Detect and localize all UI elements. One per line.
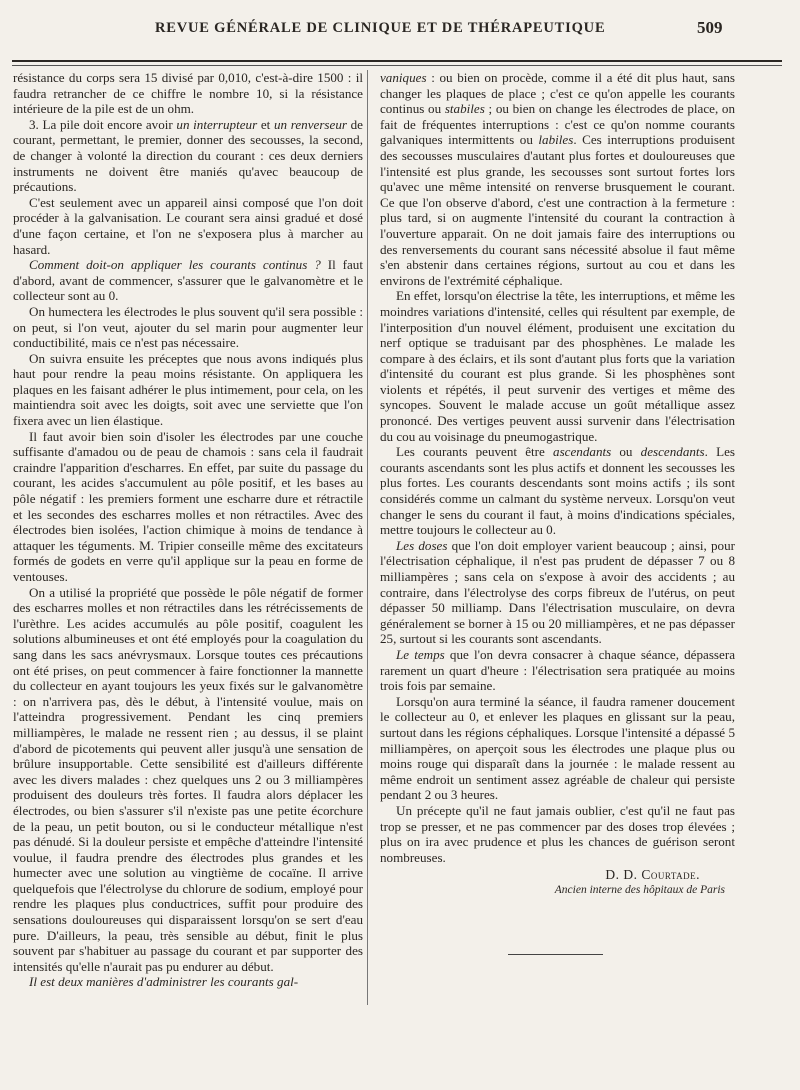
paragraph: Lorsqu'on aura terminé la séance, il faudra ramener doucement le collecteur au 0, et enlever les plaques en glissant sur la peau, surtout dans les régions céphaliques. Lorsque l'intensité a dépassé 5 milliampères, on aperçoit sous les électrodes une plaque plus ou moins rouge qui disparaît dans la journée : le malade ressent au même endroit un sentiment assez agréable de chaleur qui persiste pendant 2 ou 3 heures. — [380, 693, 735, 803]
paragraph: 3. La pile doit encore avoir un interrupteur et un renverseur de courant, permettant, le premier, donner des secousses, la second, de changer à volonté la direction du courant : ces deux derniers instruments ne doivent être maniés qu'avec beaucoup de précautions. — [13, 116, 363, 195]
paragraph: vaniques : ou bien on procède, comme il a été dit plus haut, sans changer les plaques de place ; c'est ce qu'on appelle les courants continus ou stabiles ; ou bien on change les électrodes de place, on fait de fréquentes interruptions : c'est ce qu'on nomme courants galvaniques intermittents ou labiles. Ces interruptions produisent des secousses musculaires d'autant plus fortes et douloureuses que l'intensité est plus grande, les secousses sont surtout fortes lors qu'avec une même intensité on renverse brusquement le courant. Ce que l'on observe d'abord, c'est une contraction à la fermeture : plus tard, si on augmente l'intensité du courant la contraction à l'ouverture apparait. On ne doit jamais faire des interruptions ou des renversements du courant sans nécessité absolue il faut même s'en abstenir dans certaines régions, surtout au cou et dans les environs de l'extrémité céphalique. — [380, 70, 735, 288]
paragraph: Comment doit-on appliquer les courants continus ? Il faut d'abord, avant de commencer, s'assurer que le galvanomètre et le collecteur sont au 0. — [13, 257, 363, 304]
left-column — [13, 70, 363, 990]
author-role: Ancien interne des hôpitaux de Paris — [554, 883, 725, 896]
paragraph: Les doses que l'on doit employer varient beaucoup ; ainsi, pour l'électrisation céphalique, il n'est pas prudent de dépasser 7 ou 8 milliampères ; sans cela on s'expose à avoir des accidents ; au contraire, dans l'électrolyse des corps fibreux de l'utérus, on peut dépasser 50 milliamp. Dans l'électrisation musculaire, on devra généralement se borner à 15 ou 20 milliampères, et ne pas dépasser 25, surtout si les courants sont ascendants. — [380, 537, 735, 647]
running-header — [0, 14, 800, 44]
paragraph: On suivra ensuite les préceptes que nous avons indiqués plus haut pour rendre la peau moins résistante. On appliquera les plaques en les faisant adhérer le plus intimement, pour cela, on les maintiendra soit avec les doigts, soit avec une serviette que l'on fixera avec un lien élastique. — [13, 350, 363, 429]
journal-title: REVUE GÉNÉRALE DE CLINIQUE ET DE THÉRAPEUTIQUE — [155, 20, 606, 36]
paragraph: Il faut avoir bien soin d'isoler les électrodes par une couche suffisante d'amadou ou de peau de chamois : sans cela il faudrait craindre l'apparition d'escharres. En effet, par suite du passage du courant, les acides s'accumulent au pôle positif, et les bases au pôle négatif : les premiers forment une escharre dure et rétractile et les secondes des escharres molles et non rétractiles. Avec des électrodes bien isolées, l'action chimique à moins de tendance à attaquer les téguments. M. Tripier conseille même des excitateurs formés de godets en verre qu'il applique sur la peau en forme de ventouses. — [13, 428, 363, 584]
paragraph: On a utilisé la propriété que possède le pôle négatif de former des escharres molles et non rétractiles dans les rétrécissements de l'urèthre. Les acides accumulés au pôle positif, coagulent les solutions albumineuses et ont été employés pour la coagulation du sang dans les sacs anévrysmaux. Lorsque toutes ces précautions ont été prises, on peut commencer à faire fonctionner la mannette du collecteur en ayant toujours les yeux fixés sur le galvanomètre : on n'arrivera pas, dès le début, à l'intensité voulue, mais on l'atteindra progressivement. Pendant les cinq premiers milliampères, le malade ne ressent rien ; au dessus, il se plaint d'abord de picotements qui peuvent aller jusqu'à une sensation de brûlure insupportable. Cette sensibilité est d'ailleurs différente avec les divers malades : chez quelques uns 2 ou 3 milliampères produisent des douleurs très fortes. Il faudra alors déplacer les électrodes, ou bien s'assurer s'il n'existe pas une petite écorchure de la peau, un petit bouton, ou si le conducteur métallique n'est pas dénudé. Si la douleur persiste et empêche d'atteindre l'intensité voulue, il faudra prendre des électrodes plus grandes et les humecter avec une solution au vingtième de cocaïne. Il arrive quelquefois que l'électrolyse du chlorure de sodium, employé pour rendre les plaques plus conductrices, suffit pour produire des sensations douloureuses qui disparaissent lorsqu'on se sert d'eau pure. D'ailleurs, la peau, très sensible au début, finit le plus souvent par s'habituer au passage du courant et par supporter des intensités qu'elle n'aurait pas pu endurer au début. — [13, 584, 363, 974]
paragraph: Il est deux manières d'administrer les courants gal- — [29, 974, 299, 990]
page-number: 509 — [697, 18, 723, 37]
paragraph: En effet, lorsqu'on électrise la tête, les interruptions, et même les moindres variations d'intensité, celles qui résultent par exemple, de l'interposition d'un nouvel élément, produisent une excitation du nerf optique se traduisant par des phosphènes. Le malade les compare à des éclairs, et ils sont d'autant plus forts que la variation d'intensité du courant est plus grande. Si les phosphènes sont violents et répétés, il peut survenir des vertiges et même des syncopes. Souvent le malade accuse un goût métallique assez prononcé. Des vertiges peuvent aussi survenir dans l'électrisation du cou au voisinage du pneumogastrique. — [380, 288, 735, 444]
header-rule-thin — [12, 65, 782, 66]
right-column — [380, 70, 735, 955]
end-rule — [508, 954, 603, 955]
column-divider — [367, 70, 368, 1005]
paragraph: On humectera les électrodes le plus souvent qu'il sera possible : on peut, si l'on veut, ajouter du sel marin pour augmenter leur conductibilité, mais ce n'est pas nécessaire. — [13, 303, 363, 351]
paragraph: Un précepte qu'il ne faut jamais oublier, c'est qu'il ne faut pas trop se presser, et ne pas commencer par des doses trop élevées ; plus on ira avec prudence et plus les chances de guérison seront nombreuses. — [380, 802, 735, 865]
paragraph: C'est seulement avec un appareil ainsi composé que l'on doit procéder à la galvanisation. Le courant sera ainsi gradué et dosé d'une façon certaine, et l'on ne s'exposera plus à marcher au hasard. — [13, 194, 363, 257]
paragraph: Le temps que l'on devra consacrer à chaque séance, dépassera rarement un quart d'heure : l'électrisation sera pratiquée au moins trois fois par semaine. — [380, 646, 736, 694]
header-rule-thick — [12, 60, 782, 62]
paragraph: résistance du corps sera 15 divisé par 0,010, c'est-à-dire 1500 : il faudra retrancher de ce chiffre le nombre 10, si la résistance intérieure de la pile est de un ohm. — [13, 70, 363, 117]
author-signature: D. D. Courtade. — [605, 867, 700, 883]
paragraph: Les courants peuvent être ascendants ou descendants. Les courants ascendants sont les plus actifs et donnent les secousses les plus fortes. Les courants descendants sont moins actifs ; ils sont considérés comme un calmant du système nerveux. Lorsqu'on veut changer le sens du courant il faut, à moins d'indications spéciales, mettre toujours le collecteur au 0. — [380, 444, 736, 538]
section-heading: Comment doit-on appliquer les courants continus ? — [29, 257, 321, 273]
